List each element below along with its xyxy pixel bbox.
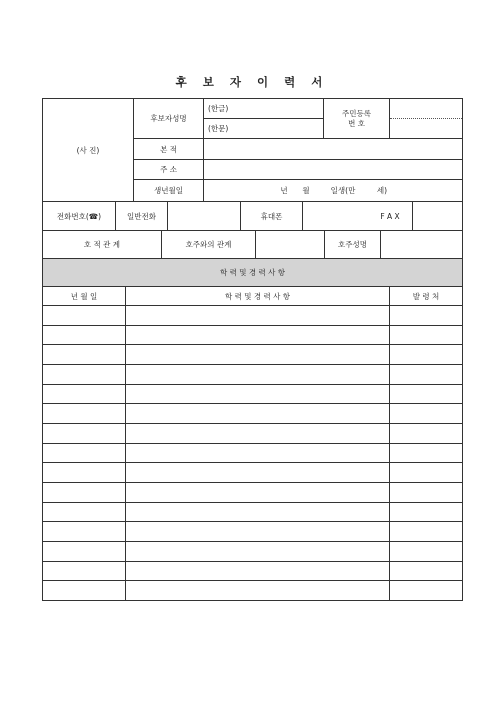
table-column-divider: [125, 286, 126, 600]
table-row: [42, 561, 462, 562]
photo-placeholder: (사 진): [76, 145, 100, 155]
name-korean-label: (한글): [208, 104, 229, 113]
relation-to-head-label: 호주와의 관계: [185, 240, 232, 249]
table-row: [42, 384, 462, 385]
address-label: 주 소: [160, 165, 177, 174]
birth-date-label: 생년월일: [154, 186, 183, 195]
year-label: 년: [280, 186, 288, 195]
table-header-divider: [42, 305, 462, 306]
col-date-header: 년 월 일: [70, 291, 98, 301]
head-name-label: 호주성명: [338, 240, 367, 249]
age-unit-label: 세): [376, 186, 388, 195]
page-title: 후 보 자 이 력 서: [175, 75, 329, 89]
resident-number-label: 주민등록 번 호: [342, 108, 371, 128]
table-row: [42, 325, 462, 326]
day-age-label: 일생(만: [330, 186, 356, 195]
table-row: [42, 521, 462, 522]
origin-label: 본 적: [160, 144, 177, 154]
candidate-name-label: 후보자성명: [150, 114, 187, 123]
table-row: [42, 462, 462, 463]
table-row: [42, 580, 462, 581]
table-column-divider: [389, 286, 390, 600]
name-hanja-label: (한문): [208, 124, 229, 133]
relation-head-label: 호 적 관 계: [83, 240, 121, 249]
table-row: [42, 344, 462, 345]
table-row: [42, 364, 462, 365]
col-history-header: 학 력 및 경 력 사 항: [224, 291, 291, 301]
table-row: [42, 443, 462, 444]
month-label: 월: [302, 186, 310, 195]
general-phone-label: 일반전화: [127, 211, 156, 221]
fax-label: F A X: [380, 211, 400, 221]
table-row: [42, 502, 462, 503]
table-row: [42, 482, 462, 483]
section-heading: 학 력 및 경 력 사 항: [219, 268, 286, 277]
table-row: [42, 541, 462, 542]
table-row: [42, 423, 462, 424]
mobile-label: 휴대폰: [260, 211, 283, 221]
table-row: [42, 403, 462, 404]
phone-label: 전화번호(☎): [56, 211, 102, 221]
col-issuer-header: 발 령 처: [412, 291, 440, 301]
